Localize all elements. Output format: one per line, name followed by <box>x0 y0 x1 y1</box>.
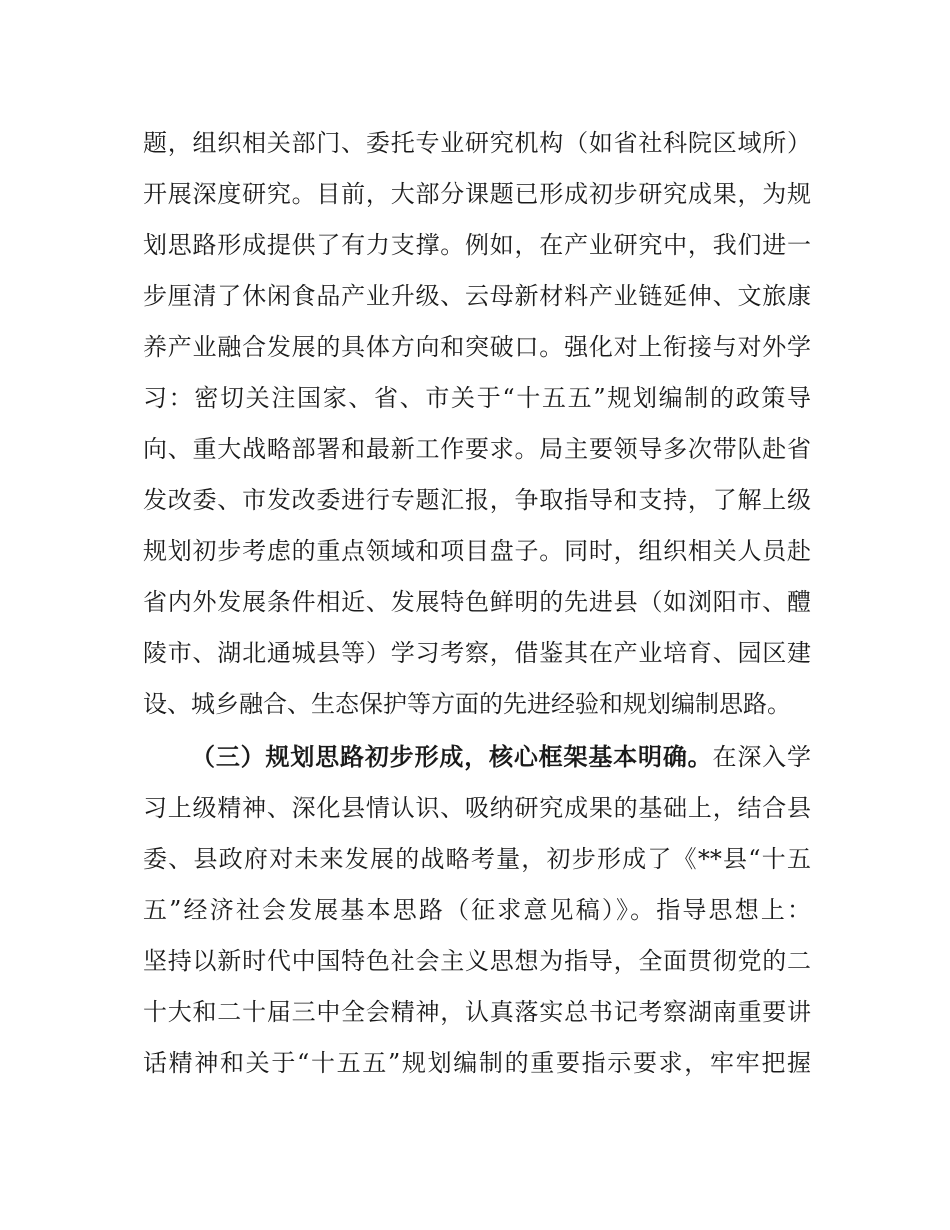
paragraph-line: 开展深度研究。目前，大部分课题已形成初步研究成果，为规 <box>143 180 811 208</box>
section-heading: （三）规划思路初步形成，核心框架基本明确。 <box>191 743 713 771</box>
heading-line-rest: 在深入学 <box>712 743 811 771</box>
paragraph-line: 题，组织相关部门、委托专业研究机构（如省社科院区域所） <box>143 129 811 157</box>
paragraph-line: 划思路形成提供了有力支撑。例如，在产业研究中，我们进一 <box>143 231 811 259</box>
paragraph-line: 设、城乡融合、生态保护等方面的先进经验和规划编制思路。 <box>143 690 791 718</box>
paragraph-line: 话精神和关于“十五五”规划编制的重要指示要求，牢牢把握 <box>143 1049 811 1077</box>
paragraph-line: 坚持以新时代中国特色社会主义思想为指导，全面贯彻党的二 <box>143 947 811 975</box>
paragraph-line: 委、县政府对未来发展的战略考量，初步形成了《**县“十五 <box>143 845 811 873</box>
paragraph-line: 习：密切关注国家、省、市关于“十五五”规划编制的政策导 <box>143 384 811 412</box>
section-heading-line <box>143 740 811 774</box>
paragraph-line: 五”经济社会发展基本思路（征求意见稿）》。指导思想上： <box>143 896 811 924</box>
paragraph-line: 养产业融合发展的具体方向和突破口。强化对上衔接与对外学 <box>143 333 811 361</box>
paragraph-line: 向、重大战略部署和最新工作要求。局主要领导多次带队赴省 <box>143 435 811 463</box>
paragraph-line: 习上级精神、深化县情认识、吸纳研究成果的基础上，结合县 <box>143 794 811 822</box>
paragraph-line: 省内外发展条件相近、发展特色鲜明的先进县（如浏阳市、醴 <box>143 588 811 616</box>
paragraph-line: 发改委、市发改委进行专题汇报，争取指导和支持，了解上级 <box>143 486 811 514</box>
paragraph-line: 陵市、湖北通城县等）学习考察，借鉴其在产业培育、园区建 <box>143 639 811 667</box>
paragraph-line: 十大和二十届三中全会精神，认真落实总书记考察湖南重要讲 <box>143 998 811 1026</box>
paragraph-line: 规划初步考虑的重点领域和项目盘子。同时，组织相关人员赴 <box>143 537 811 565</box>
paragraph-line: 步厘清了休闲食品产业升级、云母新材料产业链延伸、文旅康 <box>143 282 811 310</box>
